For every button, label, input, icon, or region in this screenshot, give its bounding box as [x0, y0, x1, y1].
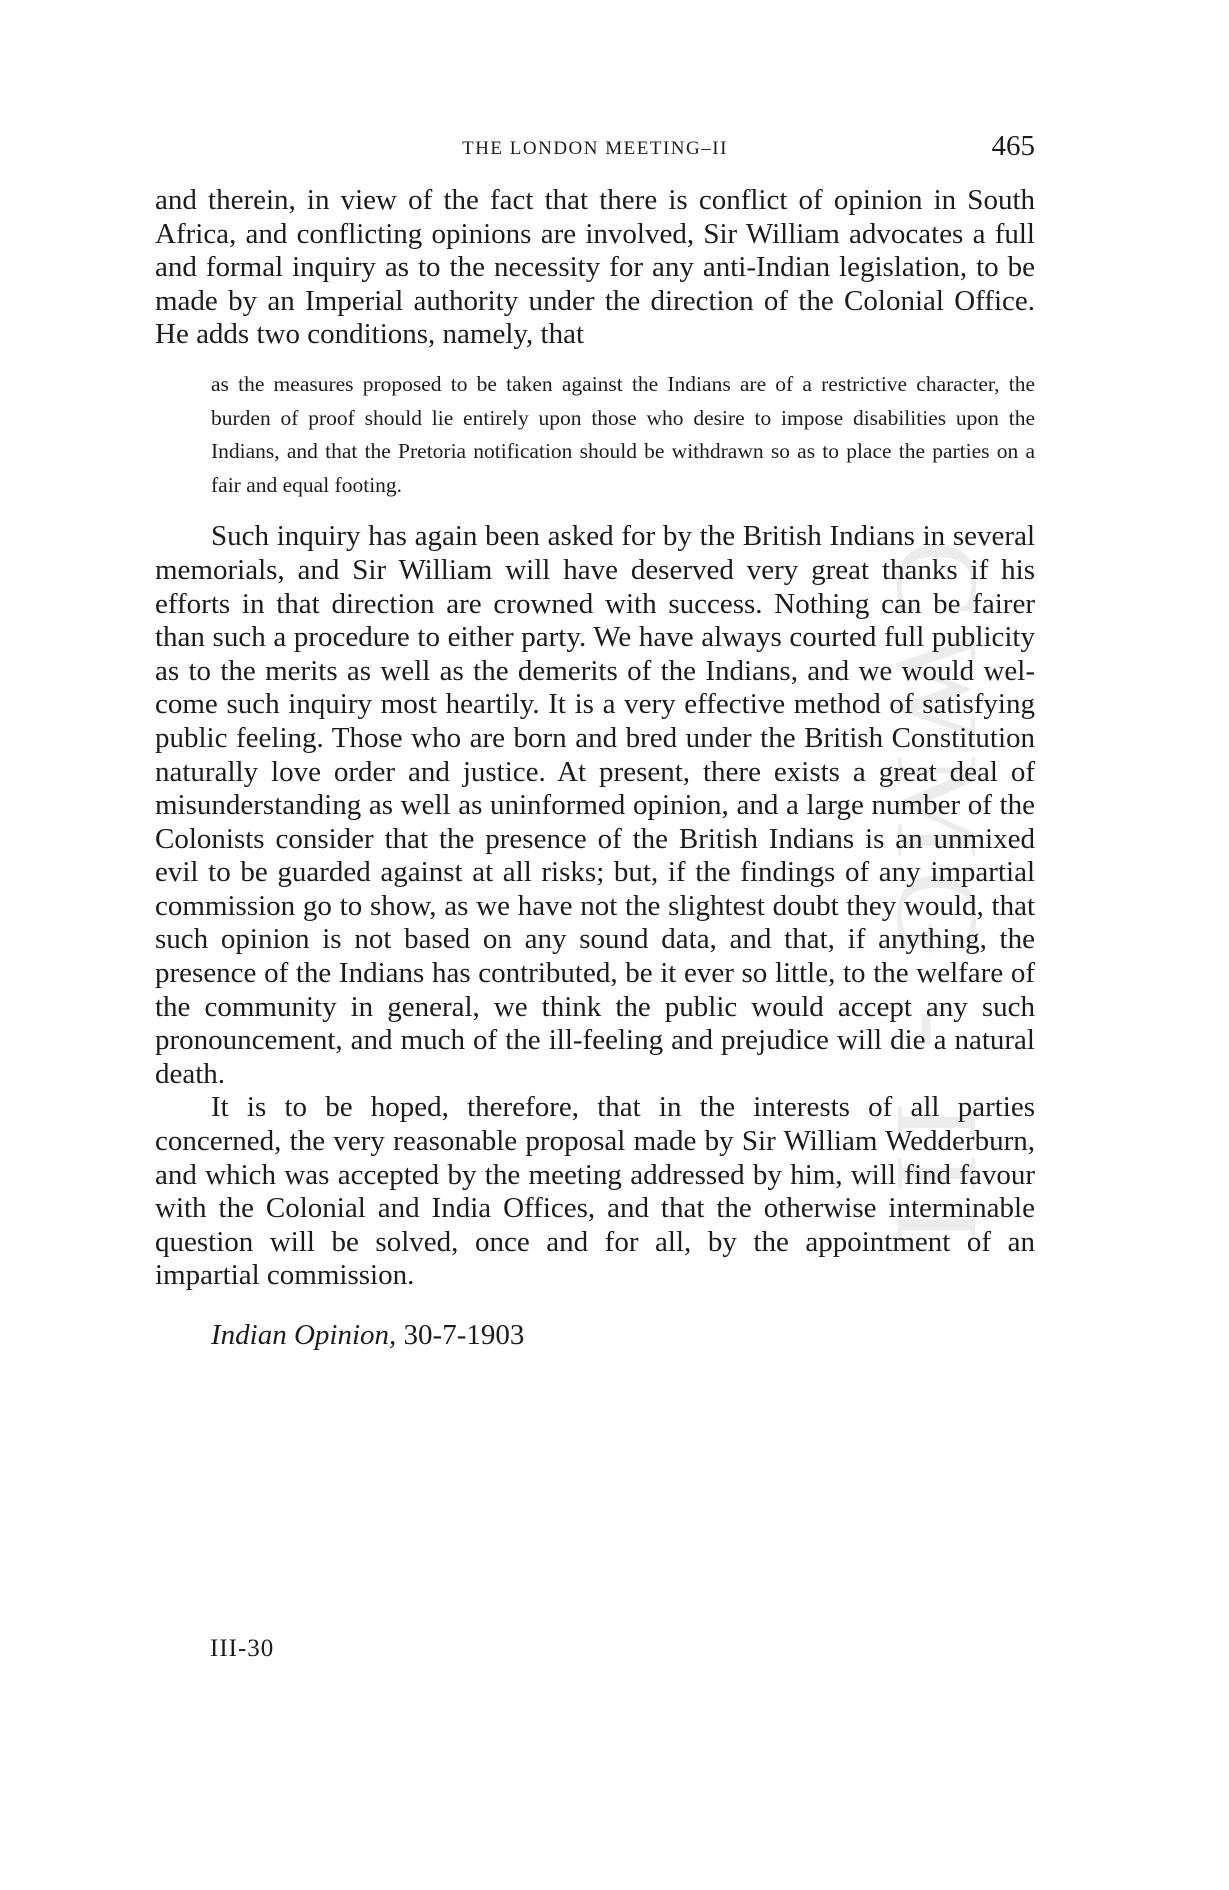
running-head: THE LONDON MEETING–II — [462, 138, 728, 159]
source-date: 30-7-1903 — [403, 1319, 525, 1351]
paragraph-1: and therein, in view of the fact that there is conflict of opinion in South Africa, and conflicting opinions are involved, Sir William advocates a full and formal inquiry as to the necessity for any anti-Indian legislation, to be made by an Imperial authority under the direction of the Colonial Office. He adds two conditions, namely, that — [155, 184, 1035, 351]
page-header — [155, 130, 1035, 170]
block-quote: as the measures proposed to be taken against the Indians are of a restrictive character, the burden of proof should lie entirely upon those who desire to impose disabilities upon the Indians, and that the Pretoria notification should be withdrawn so as to place the parties on a fair and equal footing. — [211, 371, 1035, 497]
watermark: CWMG - III — [872, 540, 1003, 1257]
body-text — [155, 184, 1035, 1352]
source-publication: Indian Opinion, — [211, 1319, 397, 1351]
signature-mark: III-30 — [210, 1635, 275, 1662]
source-citation — [211, 1319, 1035, 1352]
paragraph-3: It is to be hoped, therefore, that in the interests of all parties concerned, the very reasonable proposal made by Sir William Wedderburn, and which was accepted by the meeting addressed by him, will find favour with the Colonial and India Offices, and that the otherwise interminable question will be solved, once and for all, by the appointment of an impartial commission. — [155, 1091, 1035, 1292]
paragraph-2: Such inquiry has again been asked for by the British Indians in several memorials, and Sir William will have deserved very great thanks if his efforts in that direction are crowned with success. Nothing can be fairer than such a procedure to either party. We have always courted full publicity as to the merits as well as the demerits of the Indians, and we would welcome such inquiry most heartily. It is a very effective method of satisfying public feeling. Those who are born and bred under the British Constitution naturally love order and justice. At present, there exists a great deal of misunderstanding as well as uninformed opinion, and a large number of the Colonists consider that the presence of the British Indians is an unmixed evil to be guarded against at all risks; but, if the findings of any impartial commission go to show, as we have not the slightest doubt they would, that such opinion is not based on any sound data, and that, if anything, the presence of the Indians has contributed, be it ever so little, to the welfare of the community in general, we think the public would accept any such pronouncement, and much of the ill-feeling and prejudice will die a natural death. — [155, 520, 1035, 1090]
page-number: 465 — [991, 130, 1035, 162]
